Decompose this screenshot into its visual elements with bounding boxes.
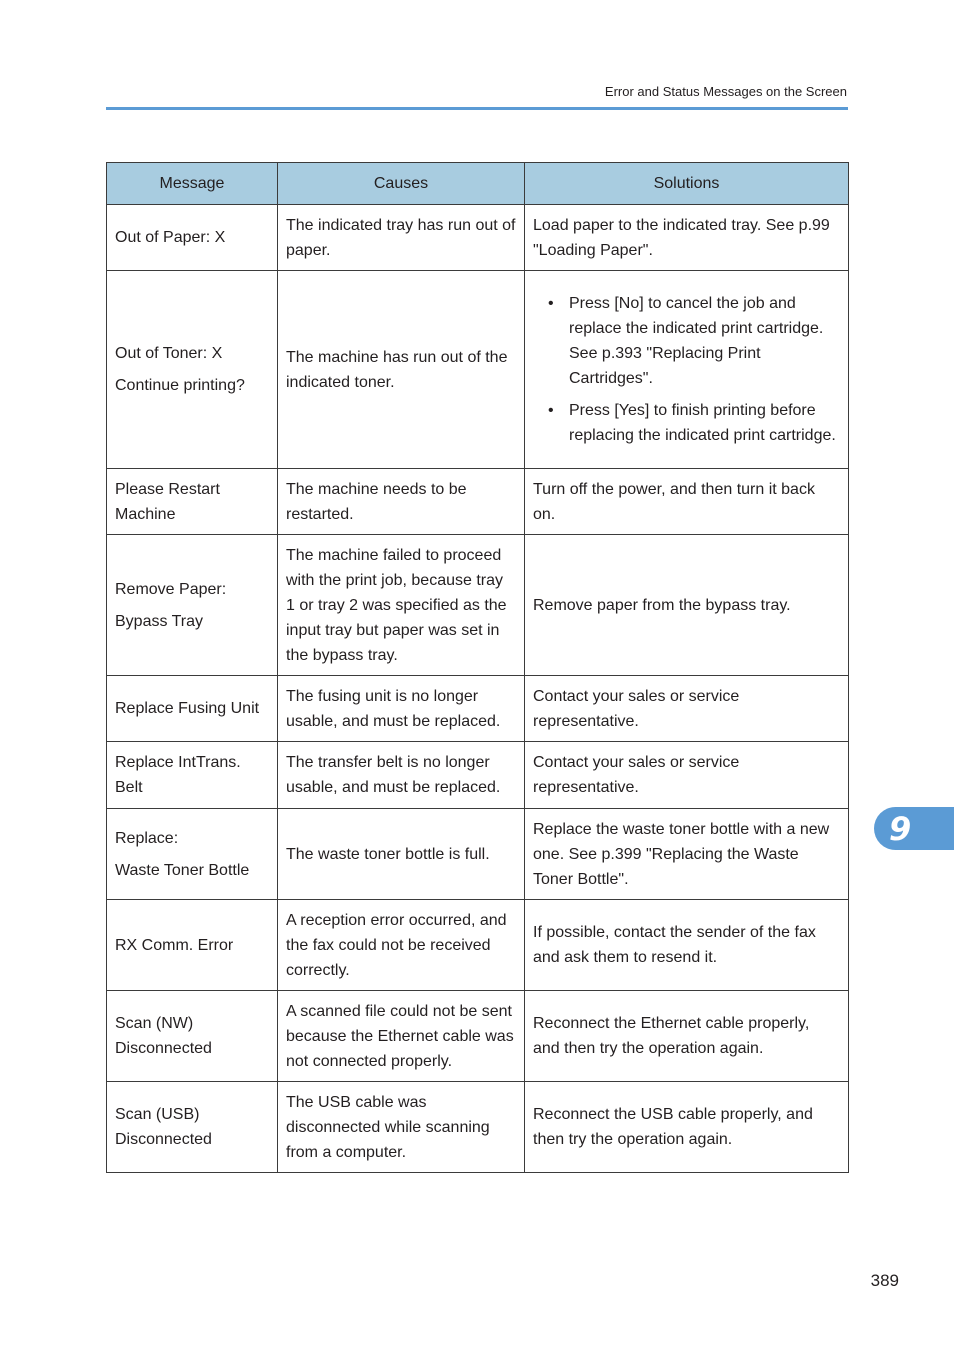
message-cell (107, 271, 278, 469)
table-row (107, 271, 849, 469)
message-text: Out of Toner: X (115, 345, 223, 362)
solution-cell: Contact your sales or service representative. (525, 742, 849, 809)
bullet-text: Press [Yes] to finish printing before replacing the indicated print cartridge. (569, 402, 836, 444)
message-text: Replace: (115, 829, 179, 847)
column-header-causes: Causes (278, 163, 525, 205)
message-text: Waste Toner Bottle (115, 861, 250, 879)
table-row (107, 205, 849, 271)
running-header-title: Error and Status Messages on the Screen (604, 84, 847, 99)
message-cell (107, 469, 278, 535)
cause-cell: The machine needs to be restarted. (278, 469, 525, 535)
page-number: 389 (870, 1271, 899, 1290)
message-text: Out of Paper: X (115, 229, 226, 246)
table-row (107, 469, 849, 535)
bullet-icon: • (548, 402, 554, 419)
cause-cell: The machine failed to proceed with the print job, because tray 1 or tray 2 was specified as the input tray but paper was set in the bypass tray. (278, 535, 525, 676)
cause-cell: The transfer belt is no longer usable, and must be replaced. (278, 742, 525, 809)
table-row (107, 809, 849, 900)
solution-cell: If possible, contact the sender of the fax and ask them to resend it. (525, 900, 849, 991)
cause-cell: A scanned file could not be sent because the Ethernet cable was not connected properly. (278, 991, 525, 1082)
error-messages-table (106, 162, 849, 1173)
solution-bullet-item (548, 398, 840, 448)
message-cell (107, 1082, 278, 1173)
message-text: Scan (USB) Disconnected (115, 1106, 212, 1148)
message-cell (107, 991, 278, 1082)
table-header-row (107, 163, 849, 205)
solution-bullet-item (548, 291, 840, 391)
table-row (107, 535, 849, 676)
solution-cell (525, 271, 849, 469)
message-text: Scan (NW) Disconnected (115, 1015, 212, 1057)
table-row (107, 742, 849, 809)
solution-cell: Contact your sales or service representative. (525, 676, 849, 742)
solution-cell: Turn off the power, and then turn it back on. (525, 469, 849, 535)
chapter-number: 9 (889, 810, 912, 848)
solution-cell: Reconnect the Ethernet cable properly, and then try the operation again. (525, 991, 849, 1082)
message-cell (107, 742, 278, 809)
cause-cell: The machine has run out of the indicated toner. (278, 271, 525, 469)
cause-cell: The USB cable was disconnected while scanning from a computer. (278, 1082, 525, 1173)
table-row (107, 1082, 849, 1173)
bullet-text: Press [No] to cancel the job and replace the indicated print cartridge. See p.393 "Replacing Print Cartridges". (569, 295, 824, 387)
solution-cell: Reconnect the USB cable properly, and then try the operation again. (525, 1082, 849, 1173)
header-rule (106, 107, 848, 110)
message-text: RX Comm. Error (115, 936, 234, 954)
table-row (107, 991, 849, 1082)
column-header-message: Message (107, 163, 278, 205)
message-cell (107, 205, 278, 271)
message-text: Remove Paper: (115, 580, 227, 598)
solution-cell: Remove paper from the bypass tray. (525, 535, 849, 676)
table-row (107, 900, 849, 991)
message-cell (107, 900, 278, 991)
cause-cell: The fusing unit is no longer usable, and must be replaced. (278, 676, 525, 742)
message-cell (107, 809, 278, 900)
solution-cell: Load paper to the indicated tray. See p.99 "Loading Paper". (525, 205, 849, 271)
column-header-solutions: Solutions (525, 163, 849, 205)
cause-cell: A reception error occurred, and the fax could not be received correctly. (278, 900, 525, 991)
solution-bullet-list (533, 291, 840, 448)
solution-cell: Replace the waste toner bottle with a new one. See p.399 "Replacing the Waste Toner Bottle". (525, 809, 849, 900)
table-row (107, 676, 849, 742)
message-text: Bypass Tray (115, 612, 204, 630)
message-cell (107, 676, 278, 742)
message-cell (107, 535, 278, 676)
message-text: Replace Fusing Unit (115, 700, 260, 717)
chapter-tab (874, 807, 954, 850)
message-text: Continue printing? (115, 377, 245, 394)
bullet-icon: • (548, 295, 554, 312)
cause-cell: The indicated tray has run out of paper. (278, 205, 525, 271)
message-text: Replace IntTrans. Belt (115, 754, 241, 796)
message-text: Please Restart Machine (115, 480, 220, 523)
cause-cell: The waste toner bottle is full. (278, 809, 525, 900)
